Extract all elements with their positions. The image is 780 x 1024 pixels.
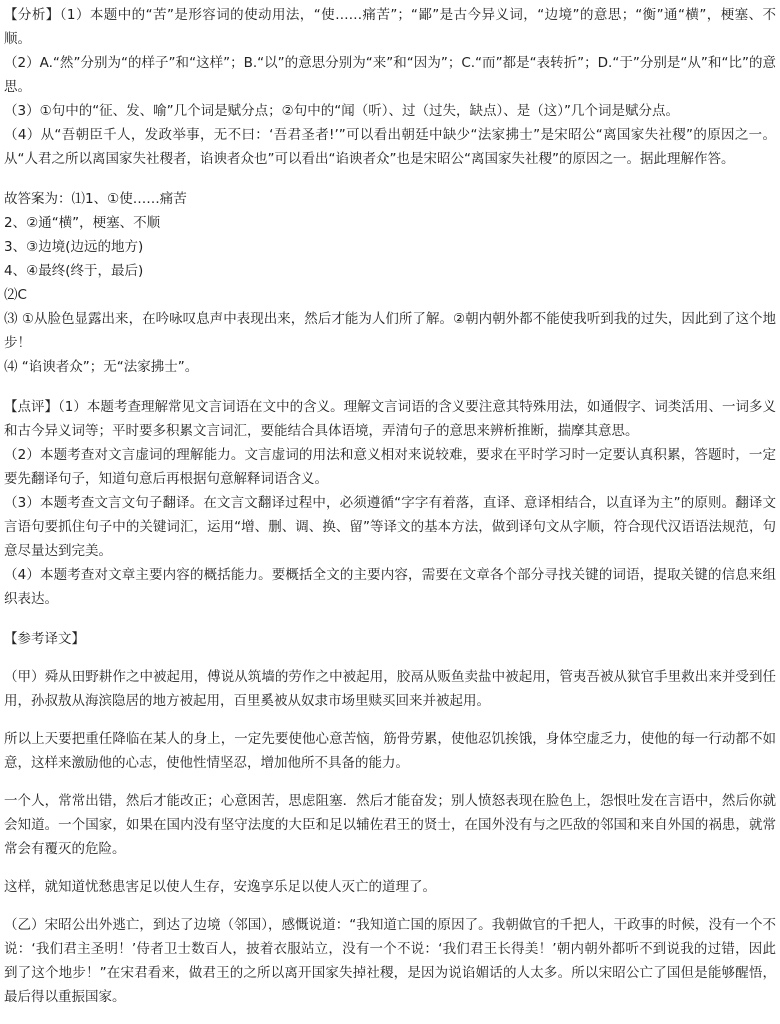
answer-line-4: 4、④最终(终于，最后) <box>4 263 144 279</box>
analysis-paragraph-3: （3）①句中的“征、发、喻”几个词是赋分点；②句中的“闻（听）、过（过失，缺点）、是（这）”几个词是赋分点。 <box>4 103 680 119</box>
answer-line-6: ⑶ ①从脸色显露出来，在吟咏叹息声中表现出来，然后才能为人们所了解。②朝内朝外都不能使我听到我的过失，因此到了这个地步！ <box>4 311 776 351</box>
comment-paragraph-1: 【点评】（1）本题考查理解常见文言词语在文中的含义。理解文言词语的含义要注意其特殊用法，如通假字、词类活用、一词多义和古今异义词等；平时要多积累文言词汇，要能结合具体语境，弄清句子的意思来辨析推断，揣摩其意思。 <box>4 399 776 439</box>
comment-paragraph-2: （2）本题考查对文言虚词的理解能力。文言虚词的用法和意义相对来说较难，要求在平时学习时一定要认真积累，答题时，一定要先翻译句子，知道句意后再根据句意解释词语含义。 <box>4 447 776 487</box>
translation-yi-paragraph: （乙）宋昭公出外逃亡，到达了边境（邻国），感慨说道：“我知道亡国的原因了。我朝做官的千把人，干政事的时候，没有一个不说：‘我们君主圣明！’侍者卫士数百人，披着衣服站立，没有一个不说：‘我们君王长得美！’朝内朝外都听不到说我的过错，因此到了这个地步！”在宋君看来，做君王的之所以离开国家失掉社稷，是因为说谄媚话的人太多。所以宋昭公亡了国但是能够醒悟，最后得以重振国家。 <box>4 917 776 1005</box>
analysis-section <box>4 3 776 171</box>
translation-jia-paragraph-3: 一个人，常常出错，然后才能改正；心意困苦，思虑阻塞．然后才能奋发；别人愤怒表现在脸色上，怨恨吐发在言语中，然后你就会知道。一个国家，如果在国内没有坚守法度的大臣和足以辅佐君王的贤士，在国外没有与之匹敌的邻国和来自外国的祸患，就常常会有覆灭的危险。 <box>4 793 776 857</box>
answer-line-7: ⑷ “谄谀者众”；无“法家拂士”。 <box>4 359 199 375</box>
translation-jia-paragraph-4: 这样，就知道忧愁患害足以使人生存，安逸享乐足以使人灭亡的道理了。 <box>4 879 436 895</box>
comment-section <box>4 395 776 611</box>
answer-line-2: 2、②通“横”，梗塞、不顺 <box>4 215 161 231</box>
analysis-paragraph-4: （4）从“吾朝臣千人，发政举事，无不曰：‘吾君圣者!’”可以看出朝廷中缺少“法家拂士”是宋昭公“离国家失社稷”的原因之一。从“人君之所以离国家失社稷者，谄谀者众也”可以看出“谄谀者众”也是宋昭公“离国家失社稷”的原因之一。据此理解作答。 <box>4 127 776 167</box>
analysis-paragraph-1: 【分析】（1）本题中的“苦”是形容词的使动用法，“使……痛苦”；“鄙”是古今异义词，“边境”的意思；“衡”通“横”，梗塞、不顺。 <box>4 7 776 47</box>
answer-line-3: 3、③边境(边远的地方) <box>4 239 144 255</box>
analysis-paragraph-2: （2）A.“然”分别为“的样子”和“这样”；B.“以”的意思分别为“来”和“因为”；C.“而”都是“表转折”；D.“于”分别是“从”和“比”的意思。 <box>4 55 776 95</box>
translation-jia-paragraph-1: （甲）舜从田野耕作之中被起用，傅说从筑墙的劳作之中被起用，胶鬲从贩鱼卖盐中被起用，管夷吾被从狱官手里救出来并受到任用，孙叔敖从海滨隐居的地方被起用，百里奚被从奴隶市场里赎买回来并被起用。 <box>4 669 776 709</box>
comment-paragraph-4: （4）本题考查对文章主要内容的概括能力。要概括全文的主要内容，需要在文章各个部分寻找关键的词语，提取关键的信息来组织表达。 <box>4 567 776 607</box>
translation-jia-paragraph-2: 所以上天要把重任降临在某人的身上，一定先要使他心意苦恼，筋骨劳累，使他忍饥挨饿，身体空虚乏力，使他的每一行动都不如意，这样来激励他的心志，使他性情坚忍，增加他所不具备的能力。 <box>4 731 776 771</box>
translation-heading: 【参考译文】 <box>4 631 85 647</box>
translation-section <box>4 627 776 1009</box>
answer-line-5: ⑵C <box>4 287 27 303</box>
comment-paragraph-3: （3）本题考查文言文句子翻译。在文言文翻译过程中，必须遵循“字字有着落，直译、意译相结合，以直译为主”的原则。翻译文言语句要抓住句子中的关键词汇，运用“增、删、调、换、留”等译文的基本方法，做到译句文从字顺，符合现代汉语语法规范，句意尽量达到完美。 <box>4 495 776 559</box>
answer-section <box>4 187 776 379</box>
answer-line-1: 故答案为：⑴1、①使……痛苦 <box>4 191 187 207</box>
